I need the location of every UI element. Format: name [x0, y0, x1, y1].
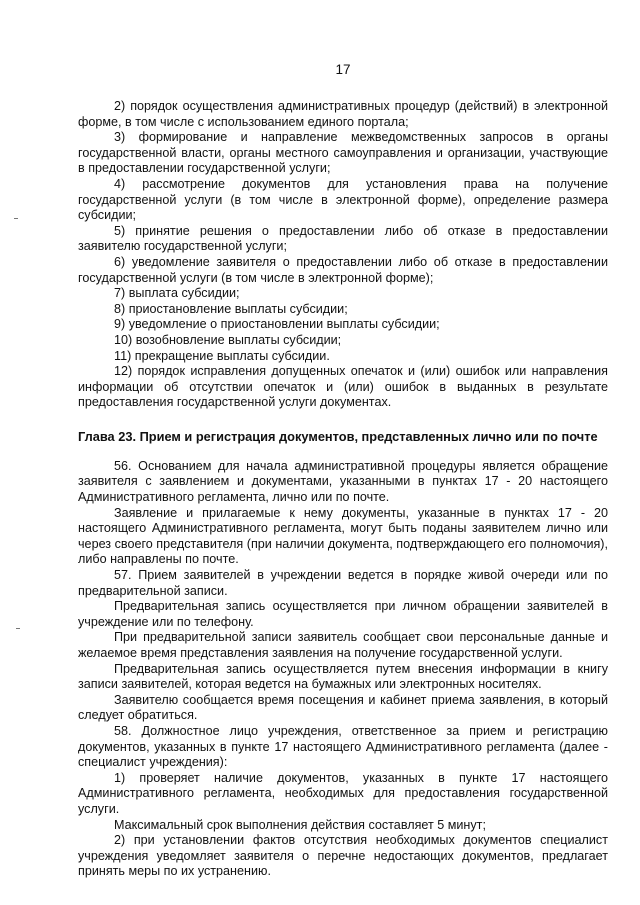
list-item: 2) порядок осуществления административных процедур (действий) в электронной форме, в том числе с использованием единого портала; — [78, 99, 608, 129]
paragraph: Заявление и прилагаемые к нему документы, указанные в пунктах 17 - 20 настоящего Административного регламента, могут быть поданы заявителем лично или через своего представителя (при наличии документа, подтверждающего его полномочия), либо направлены по почте. — [78, 505, 608, 567]
scan-speck — [14, 218, 18, 219]
scan-speck — [16, 628, 20, 629]
list-item: 5) принятие решения о предоставлении либо об отказе в предоставлении заявителю государственной услуги; — [78, 223, 608, 254]
paragraph: 58. Должностное лицо учреждения, ответственное за прием и регистрацию документов, указанных в пункте 17 настоящего Административного регламента (далее - специалист учреждения): — [78, 723, 608, 770]
list-item: 3) формирование и направление межведомственных запросов в органы государственной власти, органы местного самоуправления и организации, участвующие в предоставлении государственной услуги; — [78, 130, 608, 176]
page-number: 17 — [335, 62, 351, 77]
list-item: 12) порядок исправления допущенных опечаток и (или) ошибок или направления информации об отсутствии опечаток и (или) ошибок в выданных в результате предоставления государственной услуги документах. — [78, 364, 608, 410]
list-item: 4) рассмотрение документов для установления права на получение государственной услуги (в том числе в электронной форме), определение размера субсидии; — [78, 176, 608, 223]
list-item: 6) уведомление заявителя о предоставлении либо об отказе в предоставлении государственной услуги (в том числе в электронной форме); — [78, 254, 608, 285]
list-item: 7) выплата субсидии; — [114, 286, 240, 301]
paragraph: 2) при установлении фактов отсутствия необходимых документов специалист учреждения уведомляет заявителя о перечне недостающих документов, предлагает принять меры по их устранению. — [78, 833, 608, 879]
chapter-body — [78, 459, 608, 880]
list-item: 9) уведомление о приостановлении выплаты субсидии; — [114, 317, 440, 332]
paragraph: Предварительная запись осуществляется путем внесения информации в книгу записи заявителей, которая ведется на бумажных или электронных носителях. — [78, 661, 608, 692]
paragraph: 1) проверяет наличие документов, указанных в пункте 17 настоящего Административного регламента, необходимых для предоставления государственной услуги. — [78, 770, 608, 816]
paragraph: При предварительной записи заявитель сообщает свои персональные данные и желаемое время представления заявления на получение государственной услуги. — [78, 630, 608, 660]
list-item: 10) возобновление выплаты субсидии; — [114, 332, 342, 347]
paragraph: 57. Прием заявителей в учреждении ведется в порядке живой очереди или по предварительной записи. — [78, 568, 608, 598]
paragraph: Предварительная запись осуществляется при личном обращении заявителей в учреждение или по телефону. — [78, 599, 608, 629]
paragraph: 56. Основанием для начала административной процедуры является обращение заявителя с заявлением и документами, указанными в пунктах 17 - 20 настоящего Административного регламента, лично или по почте. — [78, 458, 608, 505]
paragraph: Максимальный срок выполнения действия составляет 5 минут; — [114, 817, 486, 832]
list-item: 8) приостановление выплаты субсидии; — [114, 301, 348, 316]
chapter-title: Глава 23. Прием и регистрация документов, представленных лично или по почте — [78, 428, 598, 444]
list-item: 11) прекращение выплаты субсидии. — [114, 348, 330, 363]
procedure-list — [78, 99, 608, 411]
paragraph: Заявителю сообщается время посещения и кабинет приема заявления, в который следует обратиться. — [78, 692, 608, 723]
